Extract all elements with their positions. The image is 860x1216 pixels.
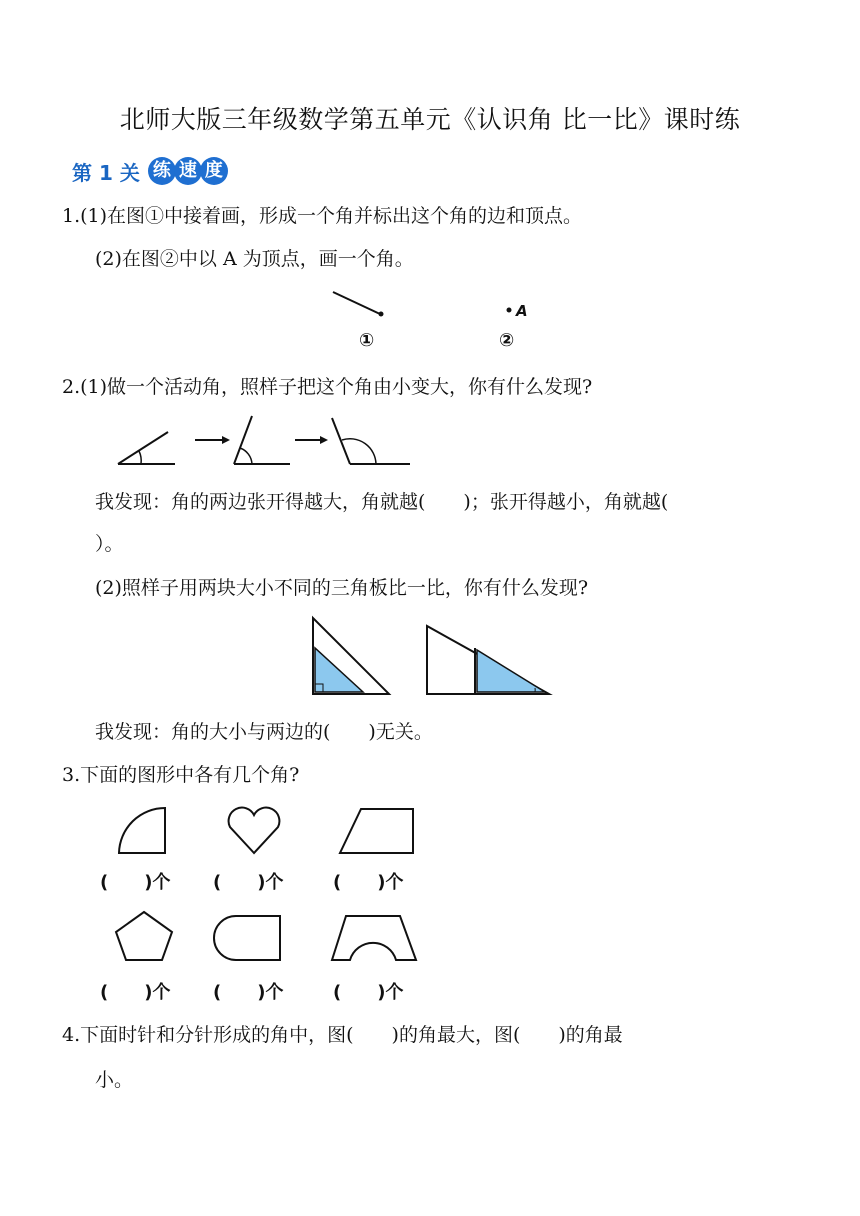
badge-2: 速 — [174, 157, 202, 185]
q1-figure2-point — [505, 306, 513, 314]
answer-blank-1[interactable]: ( )个 — [100, 872, 171, 893]
q2-finding1-cont: ）。 — [95, 533, 124, 555]
q4-line2: 小。 — [95, 1069, 134, 1091]
level-header — [72, 156, 226, 186]
shape-trapezoid — [335, 805, 420, 857]
q2-finding2: 我发现：角的大小与两边的( )无关。 — [95, 721, 433, 743]
answer-blank-4[interactable]: ( )个 — [100, 982, 171, 1003]
shape-arch — [328, 912, 420, 964]
q1-figure1 — [330, 288, 390, 328]
figure2-label: ② — [499, 330, 515, 351]
q2-triangles — [305, 612, 565, 702]
q1-line1: 1.(1)在图①中接着画，形成一个角并标出这个角的边和顶点。 — [62, 205, 583, 227]
shape-quarter-circle — [115, 805, 170, 857]
badge-1: 练 — [148, 157, 176, 185]
level-label: 第 1 关 — [72, 160, 140, 185]
answer-blank-3[interactable]: ( )个 — [333, 872, 404, 893]
shape-rounded-rectangle — [210, 912, 285, 964]
q2-line2: (2)照样子用两块大小不同的三角板比一比，你有什么发现? — [95, 577, 589, 599]
q2-angle-sequence — [110, 410, 420, 470]
answer-blank-5[interactable]: ( )个 — [213, 982, 284, 1003]
q1-line2: (2)在图②中以 A 为顶点，画一个角。 — [95, 248, 414, 270]
figure1-label: ① — [359, 330, 375, 351]
answer-blank-2[interactable]: ( )个 — [213, 872, 284, 893]
q3-line: 3.下面的图形中各有几个角? — [62, 764, 300, 786]
q2-finding1: 我发现：角的两边张开得越大，角就越( )；张开得越小，角就越( — [95, 491, 669, 513]
answer-blank-6[interactable]: ( )个 — [333, 982, 404, 1003]
page-title: 北师大版三年级数学第五单元《认识角 比一比》课时练 — [119, 105, 741, 134]
q2-line1: 2.(1)做一个活动角，照样子把这个角由小变大，你有什么发现? — [62, 376, 593, 398]
q4-line1: 4.下面时针和分针形成的角中，图( )的角最大，图( )的角最 — [62, 1024, 623, 1046]
shape-heart — [222, 805, 287, 857]
shape-pentagon — [112, 908, 176, 964]
point-a-label: A — [516, 302, 528, 320]
badge-3: 度 — [200, 157, 228, 185]
